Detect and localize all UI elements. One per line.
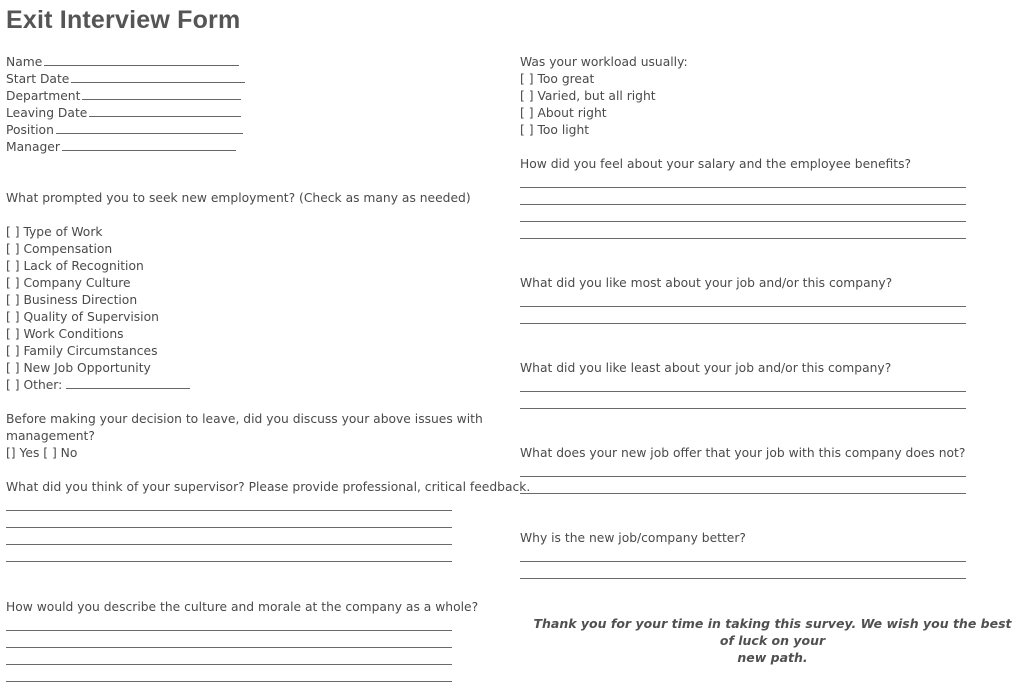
checkbox[interactable]: [ ] bbox=[6, 225, 20, 239]
department-field[interactable] bbox=[6, 88, 241, 105]
reason-option[interactable] bbox=[6, 360, 151, 377]
workload-label: Too great bbox=[537, 72, 595, 86]
reason-label: Quality of Supervision bbox=[23, 310, 159, 324]
answer-line[interactable] bbox=[520, 391, 966, 392]
checkbox[interactable]: [ ] bbox=[520, 72, 534, 86]
workload-option[interactable] bbox=[520, 105, 607, 122]
answer-line[interactable] bbox=[6, 681, 452, 682]
other-input-line[interactable] bbox=[66, 377, 190, 389]
answer-line[interactable] bbox=[6, 510, 452, 511]
leaving-date-label: Leaving Date bbox=[6, 106, 88, 120]
answer-line[interactable] bbox=[520, 187, 966, 188]
reason-option[interactable] bbox=[6, 292, 137, 309]
answer-line[interactable] bbox=[520, 578, 966, 579]
like-most-question: What did you like most about your job and/or this company? bbox=[520, 276, 893, 290]
reason-label: Type of Work bbox=[23, 225, 103, 239]
reason-label: New Job Opportunity bbox=[23, 361, 151, 375]
position-input-line[interactable] bbox=[56, 122, 243, 134]
salary-question: How did you feel about your salary and the employee benefits? bbox=[520, 157, 912, 171]
answer-line[interactable] bbox=[520, 306, 966, 307]
reason-label: Company Culture bbox=[23, 276, 131, 290]
reason-option[interactable] bbox=[6, 309, 159, 326]
discuss-answer-options[interactable]: [] Yes [ ] No bbox=[6, 446, 78, 460]
position-label: Position bbox=[6, 123, 54, 137]
reasons-question: What prompted you to seek new employment? (Check as many as needed) bbox=[6, 191, 471, 205]
closing-line2: new path. bbox=[737, 650, 808, 665]
checkbox[interactable]: [ ] bbox=[6, 361, 20, 375]
answer-line[interactable] bbox=[520, 204, 966, 205]
discuss-question-line1: Before making your decision to leave, did you discuss your above issues with bbox=[6, 412, 483, 426]
checkbox[interactable]: [ ] bbox=[6, 344, 20, 358]
supervisor-question: What did you think of your supervisor? Please provide professional, critical feedback. bbox=[6, 480, 531, 494]
name-input-line[interactable] bbox=[44, 54, 239, 66]
checkbox[interactable]: [ ] bbox=[6, 242, 20, 256]
workload-option[interactable] bbox=[520, 122, 589, 139]
answer-line[interactable] bbox=[520, 476, 966, 477]
answer-line[interactable] bbox=[520, 238, 966, 239]
leaving-date-input-line[interactable] bbox=[89, 105, 241, 117]
start-date-label: Start Date bbox=[6, 72, 70, 86]
reason-label: Compensation bbox=[23, 242, 113, 256]
new-job-offer-question: What does your new job offer that your job with this company does not? bbox=[520, 446, 966, 460]
checkbox[interactable]: [ ] bbox=[6, 378, 20, 392]
reason-label: Business Direction bbox=[23, 293, 138, 307]
manager-input-line[interactable] bbox=[62, 139, 236, 151]
reason-option[interactable] bbox=[6, 275, 131, 292]
reason-label: Lack of Recognition bbox=[23, 259, 144, 273]
checkbox[interactable]: [ ] bbox=[6, 276, 20, 290]
workload-label: About right bbox=[537, 106, 607, 120]
checkbox[interactable]: [ ] bbox=[6, 293, 20, 307]
answer-line[interactable] bbox=[520, 221, 966, 222]
department-label: Department bbox=[6, 89, 81, 103]
name-field[interactable] bbox=[6, 54, 239, 71]
checkbox[interactable]: [ ] bbox=[520, 89, 534, 103]
start-date-field[interactable] bbox=[6, 71, 245, 88]
reason-option[interactable] bbox=[6, 258, 144, 275]
manager-label: Manager bbox=[6, 140, 60, 154]
answer-line[interactable] bbox=[520, 323, 966, 324]
reason-label: Family Circumstances bbox=[23, 344, 158, 358]
answer-line[interactable] bbox=[6, 527, 452, 528]
answer-line[interactable] bbox=[520, 493, 966, 494]
department-input-line[interactable] bbox=[82, 88, 241, 100]
workload-option[interactable] bbox=[520, 71, 594, 88]
reason-label: Work Conditions bbox=[23, 327, 124, 341]
discuss-question-line2: management? bbox=[6, 429, 95, 443]
new-job-better-question: Why is the new job/company better? bbox=[520, 531, 746, 545]
workload-question: Was your workload usually: bbox=[520, 55, 688, 69]
answer-line[interactable] bbox=[6, 544, 452, 545]
checkbox[interactable]: [ ] bbox=[6, 259, 20, 273]
answer-line[interactable] bbox=[6, 664, 452, 665]
answer-line[interactable] bbox=[520, 408, 966, 409]
reason-option[interactable] bbox=[6, 343, 158, 360]
manager-field[interactable] bbox=[6, 139, 236, 156]
name-label: Name bbox=[6, 55, 43, 69]
position-field[interactable] bbox=[6, 122, 243, 139]
checkbox[interactable]: [ ] bbox=[520, 106, 534, 120]
answer-line[interactable] bbox=[6, 630, 452, 631]
checkbox[interactable]: [ ] bbox=[6, 310, 20, 324]
leaving-date-field[interactable] bbox=[6, 105, 241, 122]
culture-question: How would you describe the culture and morale at the company as a whole? bbox=[6, 600, 479, 614]
answer-line[interactable] bbox=[6, 561, 452, 562]
reason-option[interactable] bbox=[6, 326, 124, 343]
closing-message bbox=[530, 615, 1015, 666]
reason-option[interactable] bbox=[6, 241, 112, 258]
reason-option-other[interactable] bbox=[6, 377, 190, 394]
workload-option[interactable] bbox=[520, 88, 656, 105]
closing-line1: Thank you for your time in taking this survey. We wish you the best of luck on your bbox=[533, 616, 1012, 648]
workload-label: Varied, but all right bbox=[537, 89, 656, 103]
answer-line[interactable] bbox=[520, 561, 966, 562]
workload-label: Too light bbox=[537, 123, 590, 137]
page-title: Exit Interview Form bbox=[6, 6, 241, 34]
checkbox[interactable]: [ ] bbox=[520, 123, 534, 137]
reason-option[interactable] bbox=[6, 224, 103, 241]
answer-line[interactable] bbox=[6, 647, 452, 648]
like-least-question: What did you like least about your job and/or this company? bbox=[520, 361, 892, 375]
checkbox[interactable]: [ ] bbox=[6, 327, 20, 341]
start-date-input-line[interactable] bbox=[71, 71, 245, 83]
reason-label: Other: bbox=[23, 378, 63, 392]
